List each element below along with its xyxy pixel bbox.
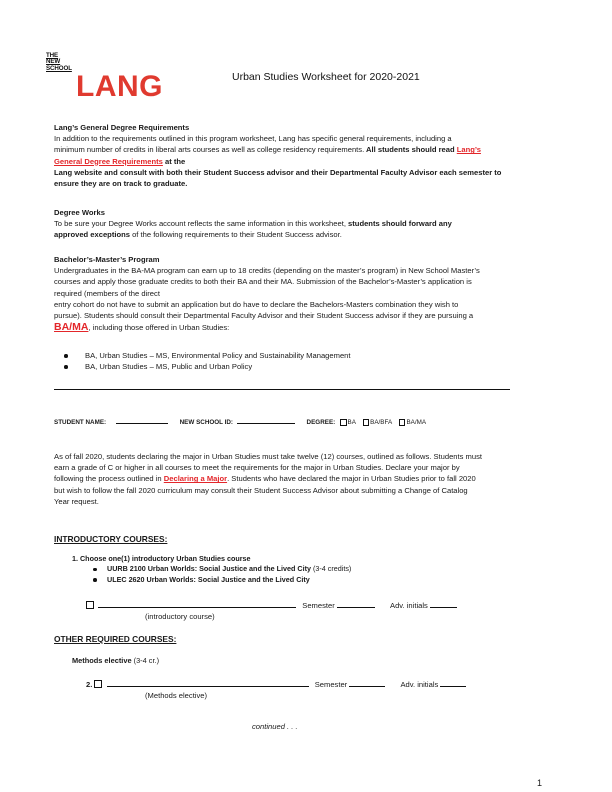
bama-line-5: pursue). Students should consult their Departmental Faculty Advisor and their Student Success advisor if they are pursuing a: [54, 311, 474, 321]
semester-label: Semester: [302, 601, 335, 610]
continued-note: continued . . .: [252, 722, 298, 731]
adv-initials-field[interactable]: [440, 686, 466, 687]
general-line-2-bold: All students should read: [364, 145, 457, 155]
intro-line-2: earn a grade of C or higher in all courses to meet the requirements for the major in Urban Studies. Declare your major by: [54, 463, 460, 473]
other-required-courses-heading: OTHER REQUIRED COURSES:: [54, 634, 177, 644]
logo-line-the: THE: [46, 52, 59, 59]
general-requirements-heading: Lang’s General Degree Requirements: [54, 123, 190, 132]
ba-ma-link[interactable]: BA/MA: [54, 321, 89, 334]
bullet-icon: [64, 354, 68, 358]
course-title: ULEC 2620 Urban Worlds: Social Justice and the Lived City: [107, 574, 310, 584]
new-school-id-field[interactable]: [237, 423, 295, 424]
page-number: 1: [537, 778, 543, 788]
new-school-id-label: NEW SCHOOL ID:: [179, 419, 234, 426]
adv-initials-label: Adv. initials: [400, 680, 439, 689]
bullet-icon: [64, 365, 68, 369]
logo-line-school: SCHOOL: [46, 64, 72, 72]
intro-line-4: but wish to follow the fall 2020 curriculum may consult their Student Success Advisor about submitting a Change of Catalog: [54, 485, 468, 495]
student-name-label: STUDENT NAME:: [54, 419, 107, 426]
general-line-2: [54, 144, 564, 155]
methods-entry-row: [86, 679, 466, 690]
student-info-row: [54, 419, 426, 426]
bama-line-3: required (members of the direct: [54, 288, 160, 298]
section-divider: [54, 389, 510, 390]
bullet-icon: [93, 568, 97, 572]
degree-works-heading: Degree Works: [54, 208, 105, 217]
bama-program-list: [64, 350, 544, 372]
general-line-3: [54, 156, 564, 167]
degree-ba-checkbox[interactable]: [340, 419, 347, 426]
bama-line-6: [54, 321, 566, 334]
general-line-4: Lang website and consult with both their Student Success advisor and their Departmental Faculty Advisor each semester to: [54, 167, 502, 177]
methods-elective-credits: (3-4 cr.): [131, 656, 160, 665]
methods-elective-label: [72, 656, 159, 665]
introductory-course-field[interactable]: [98, 607, 296, 608]
semester-field[interactable]: [337, 607, 375, 608]
degree-option-bama: BA/MA: [406, 419, 427, 426]
degree-option-babfa: BA/BFA: [370, 419, 393, 426]
degree-label: DEGREE:: [306, 419, 336, 426]
general-degree-requirements-link[interactable]: General Degree Requirements: [54, 156, 163, 166]
general-line-5: ensure they are on track to graduate.: [54, 179, 188, 189]
degree-works-line-1-text: To be sure your Degree Works account reflects the same information in this worksheet,: [54, 219, 349, 229]
course-title: UURB 2100 Urban Worlds: Social Justice and the Lived City: [107, 564, 311, 573]
page-title: Urban Studies Worksheet for 2020-2021: [232, 71, 420, 83]
introductory-course-list: [93, 564, 351, 585]
bama-item-text: BA, Urban Studies – MS, Environmental Policy and Sustainability Management: [85, 351, 351, 360]
intro-line-3-text: following the process outlined in: [54, 474, 164, 484]
bama-line-2: courses and apply those graduate credits to both their BA and their MA. Submission of the Bachelor’s-Master’s application is: [54, 277, 472, 287]
general-requirements-section: [54, 122, 564, 189]
major-intro-paragraph: [54, 451, 566, 507]
intro-line-1: As of fall 2020, students declaring the major in Urban Studies must take twelve (12) courses, outlined as follows. Students must: [54, 452, 482, 461]
bullet-icon: [93, 578, 97, 582]
list-item: [93, 564, 351, 575]
bama-section: [54, 254, 566, 334]
langs-link[interactable]: Lang’s: [456, 145, 481, 155]
degree-works-line-2-text: of the following requirements to their Student Success advisor.: [129, 230, 342, 240]
adv-initials-field[interactable]: [430, 607, 457, 608]
new-school-wordmark: [46, 53, 72, 72]
introductory-instruction: 1. Choose one(1) introductory Urban Studies course: [72, 554, 251, 563]
intro-line-5: Year request.: [54, 496, 99, 506]
methods-elective-field[interactable]: [107, 686, 309, 687]
introductory-courses-heading: INTRODUCTORY COURSES:: [54, 534, 168, 544]
list-item: [64, 361, 544, 372]
general-line-3-bold: at the: [162, 156, 186, 166]
bama-line-6-text: , including those offered in Urban Studies:: [88, 323, 230, 333]
general-line-2-text: minimum number of credits in liberal arts courses as well as college residency requirements.: [54, 145, 365, 155]
student-name-field[interactable]: [116, 423, 168, 424]
introductory-course-checkbox[interactable]: [86, 601, 94, 609]
degree-works-section: [54, 207, 564, 241]
bama-item-text: BA, Urban Studies – MS, Public and Urban Policy: [85, 362, 253, 372]
methods-elective-checkbox[interactable]: [94, 680, 102, 688]
general-line-1: In addition to the requirements outlined in this program worksheet, Lang has specific general requirements, including a: [54, 134, 452, 144]
semester-label: Semester: [314, 680, 348, 689]
methods-elective-title: Methods elective: [72, 656, 132, 665]
degree-works-line-2: [54, 229, 564, 240]
item-number: 2.: [86, 680, 93, 689]
lang-logo: LANG: [76, 70, 163, 103]
degree-bama-checkbox[interactable]: [399, 419, 406, 426]
intro-line-3-post: . Students who have declared the major in Urban Studies prior to fall 2020: [227, 474, 476, 484]
declaring-a-major-link[interactable]: Declaring a Major: [163, 474, 228, 484]
bama-line-1: Undergraduates in the BA-MA program can earn up to 18 credits (depending on the master’s program) in New School Master’s: [54, 266, 480, 276]
adv-initials-label: Adv. initials: [390, 601, 428, 610]
degree-works-line-1-bold: students should forward any: [348, 219, 452, 229]
logo-line-new: NEW: [46, 58, 61, 66]
semester-field[interactable]: [349, 686, 385, 687]
introductory-entry-row: [86, 600, 457, 611]
intro-line-3: [54, 473, 566, 484]
degree-option-ba: BA: [347, 419, 356, 426]
list-item: [93, 575, 351, 586]
degree-babfa-checkbox[interactable]: [363, 419, 370, 426]
introductory-caption: (introductory course): [145, 612, 215, 621]
bama-heading: Bachelor’s-Master’s Program: [54, 255, 160, 264]
course-credits: (3-4 credits): [310, 564, 352, 573]
list-item: [64, 350, 544, 361]
bama-line-4: entry cohort do not have to submit an application but do have to declare the Bachelors-Masters combination they wish to: [54, 299, 459, 309]
degree-works-line-2-bold: approved exceptions: [54, 230, 130, 240]
degree-works-line-1: [54, 218, 564, 229]
methods-caption: (Methods elective): [145, 691, 208, 700]
